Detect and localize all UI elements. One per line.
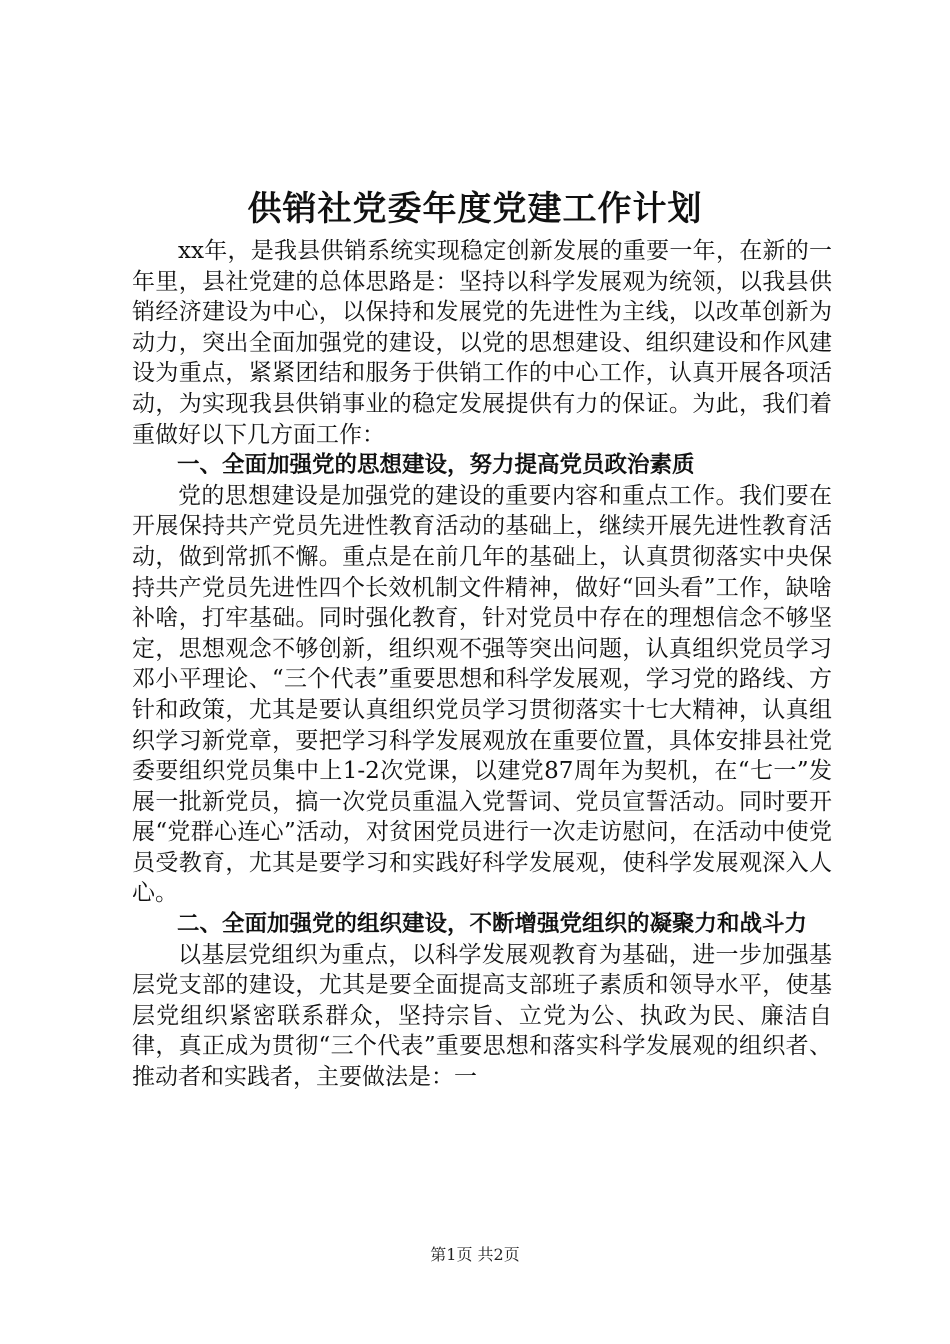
document-title: 供销社党委年度党建工作计划 [247, 189, 703, 229]
section-body-1: 党的思想建设是加强党的建设的重要内容和重点工作。我们要在开展保持共产党员先进性教育活动的基础上，继续开展先进性教育活动，做到常抓不懈。重点是在前几年的基础上，认真贯彻落实中央保持共产党员先进性四个长效机制文件精神，做好“回头看”工作，缺啥补啥，打牢基础。同时强化教育，针对党员中存在的理想信念不够坚定，思想观念不够创新，组织观不强等突出问题，认真组织党员学习邓小平理论、“三个代表”重要思想和科学发展观，学习党的路线、方针和政策，尤其是要认真组织党员学习贯彻落实十七大精神，认真组织学习新党章，要把学习科学发展观放在重要位置，具体安排县社党委要组织党员集中上1-2次党课，以建党87周年为契机，在“七一”发展一批新党员，搞一次党员重温入党誓词、党员宣誓活动。同时要开展“党群心连心”活动，对贫困党员进行一次走访慰问，在活动中使党员受教育，尤其是要学习和实践好科学发展观，使科学发展观深入人心。 [132, 482, 832, 907]
page-footer: 第1页 共2页 [430, 1245, 520, 1264]
document-body [132, 236, 832, 1093]
section-heading-1: 一、全面加强党的思想建设，努力提高党员政治素质 [177, 452, 695, 479]
section-body-2: 以基层党组织为重点，以科学发展观教育为基础，进一步加强基层党支部的建设，尤其是要全面提高支部班子素质和领导水平，使基层党组织紧密联系群众，坚持宗旨、立党为公、执政为民、廉洁自律，真正成为贯彻“三个代表”重要思想和落实科学发展观的组织者、推动者和实践者，主要做法是：一 [132, 941, 832, 1091]
section-heading-2: 二、全面加强党的组织建设，不断增强党组织的凝聚力和战斗力 [177, 911, 808, 938]
intro-paragraph: xx年，是我县供销系统实现稳定创新发展的重要一年，在新的一年里，县社党建的总体思路是：坚持以科学发展观为统领，以我县供销经济建设为中心，以保持和发展党的先进性为主线，以改革创新为动力，突出全面加强党的建设，以党的思想建设、组织建设和作风建设为重点，紧紧团结和服务于供销工作的中心工作，认真开展各项活动，为实现我县供销事业的稳定发展提供有力的保证。为此，我们着重做好以下几方面工作： [132, 238, 832, 448]
